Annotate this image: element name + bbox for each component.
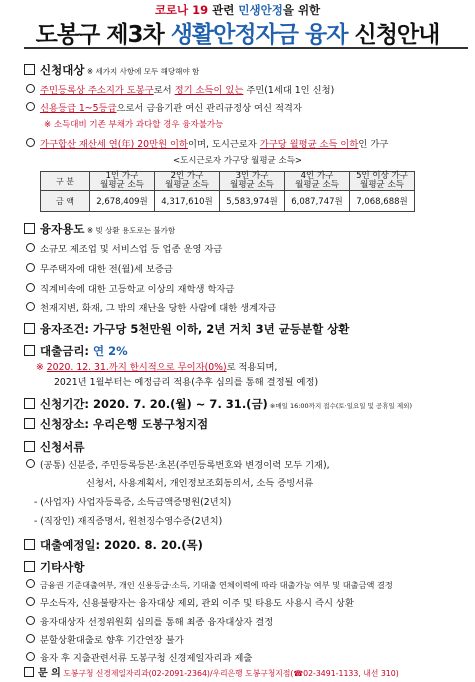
circle-bullet-icon	[26, 283, 35, 292]
section-target-title: 신청대상	[40, 63, 85, 77]
table-cell: 4,317,610원	[155, 191, 220, 212]
list-item	[26, 616, 273, 629]
list-item	[26, 283, 234, 296]
section-target	[24, 63, 199, 79]
docs-line-2: 신청서, 사용계획서, 개인정보조회동의서, 소득 증빙서류	[86, 478, 314, 489]
list-item-text: 무소득자, 신용불량자는 융자대상 제외, 관외 이주 및 타용도 사용시 즉시 상환	[40, 598, 354, 609]
circle-bullet-icon	[26, 84, 35, 93]
place-label: 신청장소:	[40, 417, 94, 431]
title-part-1: 도봉구 제3차	[35, 22, 171, 48]
conditions-label: 융자조건:	[40, 322, 94, 336]
circle-bullet-icon	[26, 634, 35, 643]
conditions-text: 가구당 5천만원 이하, 2년 거치 3년 균등분할 상환	[93, 322, 350, 336]
table-header-cell: 3인 가구 월평균 소득	[220, 172, 285, 191]
list-item-text: 무주택자에 대한 전(월)세 보증금	[40, 264, 173, 275]
list-item-text: 천재지변, 화재, 그 밖의 재난을 당한 사람에 대한 생계자금	[40, 303, 277, 314]
section-period	[24, 397, 412, 413]
checkbox-icon	[24, 441, 35, 452]
list-item-text: 직계비속에 대한 고등학교 이상의 재학생 학자금	[40, 284, 235, 295]
list-item-text: 융자 후 지출관련서류 도봉구청 신경제일자리과 제출	[40, 653, 253, 664]
table-header-cell: 2인 가구 월평균 소득	[155, 172, 220, 191]
docs-line-3: - (사업자) 사업자등록증, 소득금액증명원(2년치)	[34, 497, 232, 508]
checkbox-icon	[24, 323, 35, 334]
text-segment: 로서	[153, 85, 175, 96]
checkbox-icon	[24, 561, 35, 572]
checkbox-icon	[24, 418, 35, 429]
title-part-3: 신청안내	[347, 22, 440, 48]
docs-line-1	[26, 459, 330, 472]
checkbox-icon	[24, 345, 35, 356]
docs-line-4: - (직장인) 재직증명서, 원천징수영수증(2년치)	[34, 516, 223, 527]
contact-title: 문 의	[38, 668, 61, 679]
table-header-cell: 4인 가구 월평균 소득	[285, 172, 350, 191]
circle-bullet-icon	[26, 102, 35, 111]
text-segment: 주민(1세대 1인 신청)	[243, 85, 335, 96]
target-warning: ※ 소득대비 기존 부채가 과다할 경우 융자불가능	[44, 120, 224, 130]
circle-bullet-icon	[26, 459, 35, 468]
list-item	[26, 579, 393, 591]
circle-bullet-icon	[26, 302, 35, 311]
section-usage-note: ※ 빚 상환 용도로는 불가함	[84, 226, 176, 235]
section-etc	[24, 560, 84, 574]
list-item-text: 융자대상자 선정위원회 심의를 통해 최종 융자대상자 결정	[40, 617, 274, 628]
period-value: 2020. 7. 20.(월) ~ 7. 31.(금)	[93, 397, 268, 411]
list-item	[26, 263, 173, 276]
list-item	[26, 634, 184, 647]
list-item	[26, 243, 222, 256]
circle-bullet-icon	[26, 138, 35, 147]
section-docs-title: 신청서류	[40, 440, 85, 454]
text-segment: 인 가구	[358, 139, 389, 150]
title-divider	[24, 47, 468, 49]
text-segment: 로 적용되며,	[226, 362, 278, 373]
subtitle-covid: 코로나 19	[154, 3, 209, 17]
text-segment: 정기 소득이 있는	[174, 85, 244, 96]
rate-note-1	[36, 362, 277, 374]
text-segment: ※	[36, 362, 47, 373]
circle-bullet-icon	[26, 243, 35, 252]
table-header-cell: 5인 이상 가구 월평균 소득	[350, 172, 415, 191]
list-item	[26, 597, 354, 610]
list-item-text: 금융권 기준대출여부, 개인 신용등급·소득, 기대출 연체이력에 따라 대출가능 여부 및 대출금액 결정	[40, 580, 393, 590]
subtitle-related: 관련	[208, 3, 239, 17]
section-usage-title: 융자용도	[40, 222, 85, 236]
table-cell: 5,583,974원	[220, 191, 285, 212]
target-line-1	[26, 84, 334, 97]
text-segment: 가구합산 재산세 연(年) 20만원 이하	[40, 139, 188, 150]
contact-text: 도봉구청 신경제일자리과(02-2091-2364)/우리은행 도봉구청지점(☎02-3491-1133, 내선 310)	[63, 669, 399, 678]
list-item	[26, 302, 276, 315]
table-cell: 2,678,409원	[90, 191, 155, 212]
section-docs	[24, 440, 84, 454]
text-segment: 2020. 12. 31.까지 한시적으로 무이자(0%)	[46, 362, 227, 373]
checkbox-icon	[24, 667, 34, 677]
table-cell: 7,068,688원	[350, 191, 415, 212]
text-segment: 신용등급 1~5등급	[40, 103, 117, 114]
page-title	[0, 16, 475, 49]
table-header-row	[41, 172, 415, 191]
subtitle-for: 을 위한	[282, 3, 321, 17]
checkbox-icon	[24, 539, 35, 550]
subtitle-livelihood: 민생안정	[238, 3, 283, 17]
loan-date-label: 대출예정일:	[40, 538, 105, 552]
list-item	[26, 652, 252, 665]
section-usage	[24, 222, 175, 238]
section-conditions	[24, 322, 349, 336]
docs-line-1-text: (공통) 신분증, 주민등록등본·초본(주민등록번호와 변경이력 모두 기재),	[40, 460, 330, 471]
circle-bullet-icon	[26, 579, 35, 588]
table-header-label: 구 분	[41, 172, 90, 191]
rate-label: 대출금리:	[40, 344, 94, 358]
title-part-2: 생활안정자금 융자	[170, 22, 348, 48]
circle-bullet-icon	[26, 652, 35, 661]
target-line-4	[26, 138, 388, 151]
list-item-text: 소규모 제조업 및 서비스업 등 업종 운영 자금	[40, 244, 223, 255]
table-cell: 6,087,747원	[285, 191, 350, 212]
circle-bullet-icon	[26, 597, 35, 606]
text-segment: 가구당 월평균 소득 이하	[259, 139, 359, 150]
rate-value: 연 2%	[93, 344, 128, 358]
contact-line	[24, 667, 399, 680]
text-segment: 으로서 금융기관 여신 관리규정상 여신 적격자	[116, 103, 302, 114]
text-segment: 이며, 도시근로자	[187, 139, 260, 150]
circle-bullet-icon	[26, 616, 35, 625]
rate-note-2: 2021년 1월부터는 예정금리 적용(추후 심의를 통해 결정될 예정)	[54, 377, 319, 388]
target-line-2	[26, 102, 302, 115]
section-rate	[24, 344, 128, 358]
income-table	[40, 171, 415, 212]
section-target-note: ※ 세가지 사항에 모두 해당해야 함	[84, 67, 200, 76]
list-item-text: 분할상환대출로 향후 기간연장 불가	[40, 635, 184, 646]
table-header-cell: 1인 가구 월평균 소득	[90, 172, 155, 191]
checkbox-icon	[24, 223, 35, 234]
table-caption: <도시근로자 가구당 월평균 소득>	[172, 156, 303, 166]
place-value: 우리은행 도봉구청지점	[93, 417, 209, 431]
section-etc-title: 기타사항	[40, 560, 85, 574]
section-place	[24, 417, 208, 431]
table-row-label: 금 액	[41, 191, 90, 212]
checkbox-icon	[24, 64, 35, 75]
period-note: ※매일 16:00까지 접수(토·일요일 및 공휴일 제외)	[267, 402, 412, 410]
section-loan-date	[24, 538, 203, 552]
loan-date-value: 2020. 8. 20.(목)	[104, 538, 203, 552]
checkbox-icon	[24, 398, 35, 409]
period-label: 신청기간:	[40, 397, 94, 411]
text-segment: 주민등록상 주소지가 도봉구	[40, 85, 154, 96]
circle-bullet-icon	[26, 263, 35, 272]
table-row	[41, 191, 415, 212]
